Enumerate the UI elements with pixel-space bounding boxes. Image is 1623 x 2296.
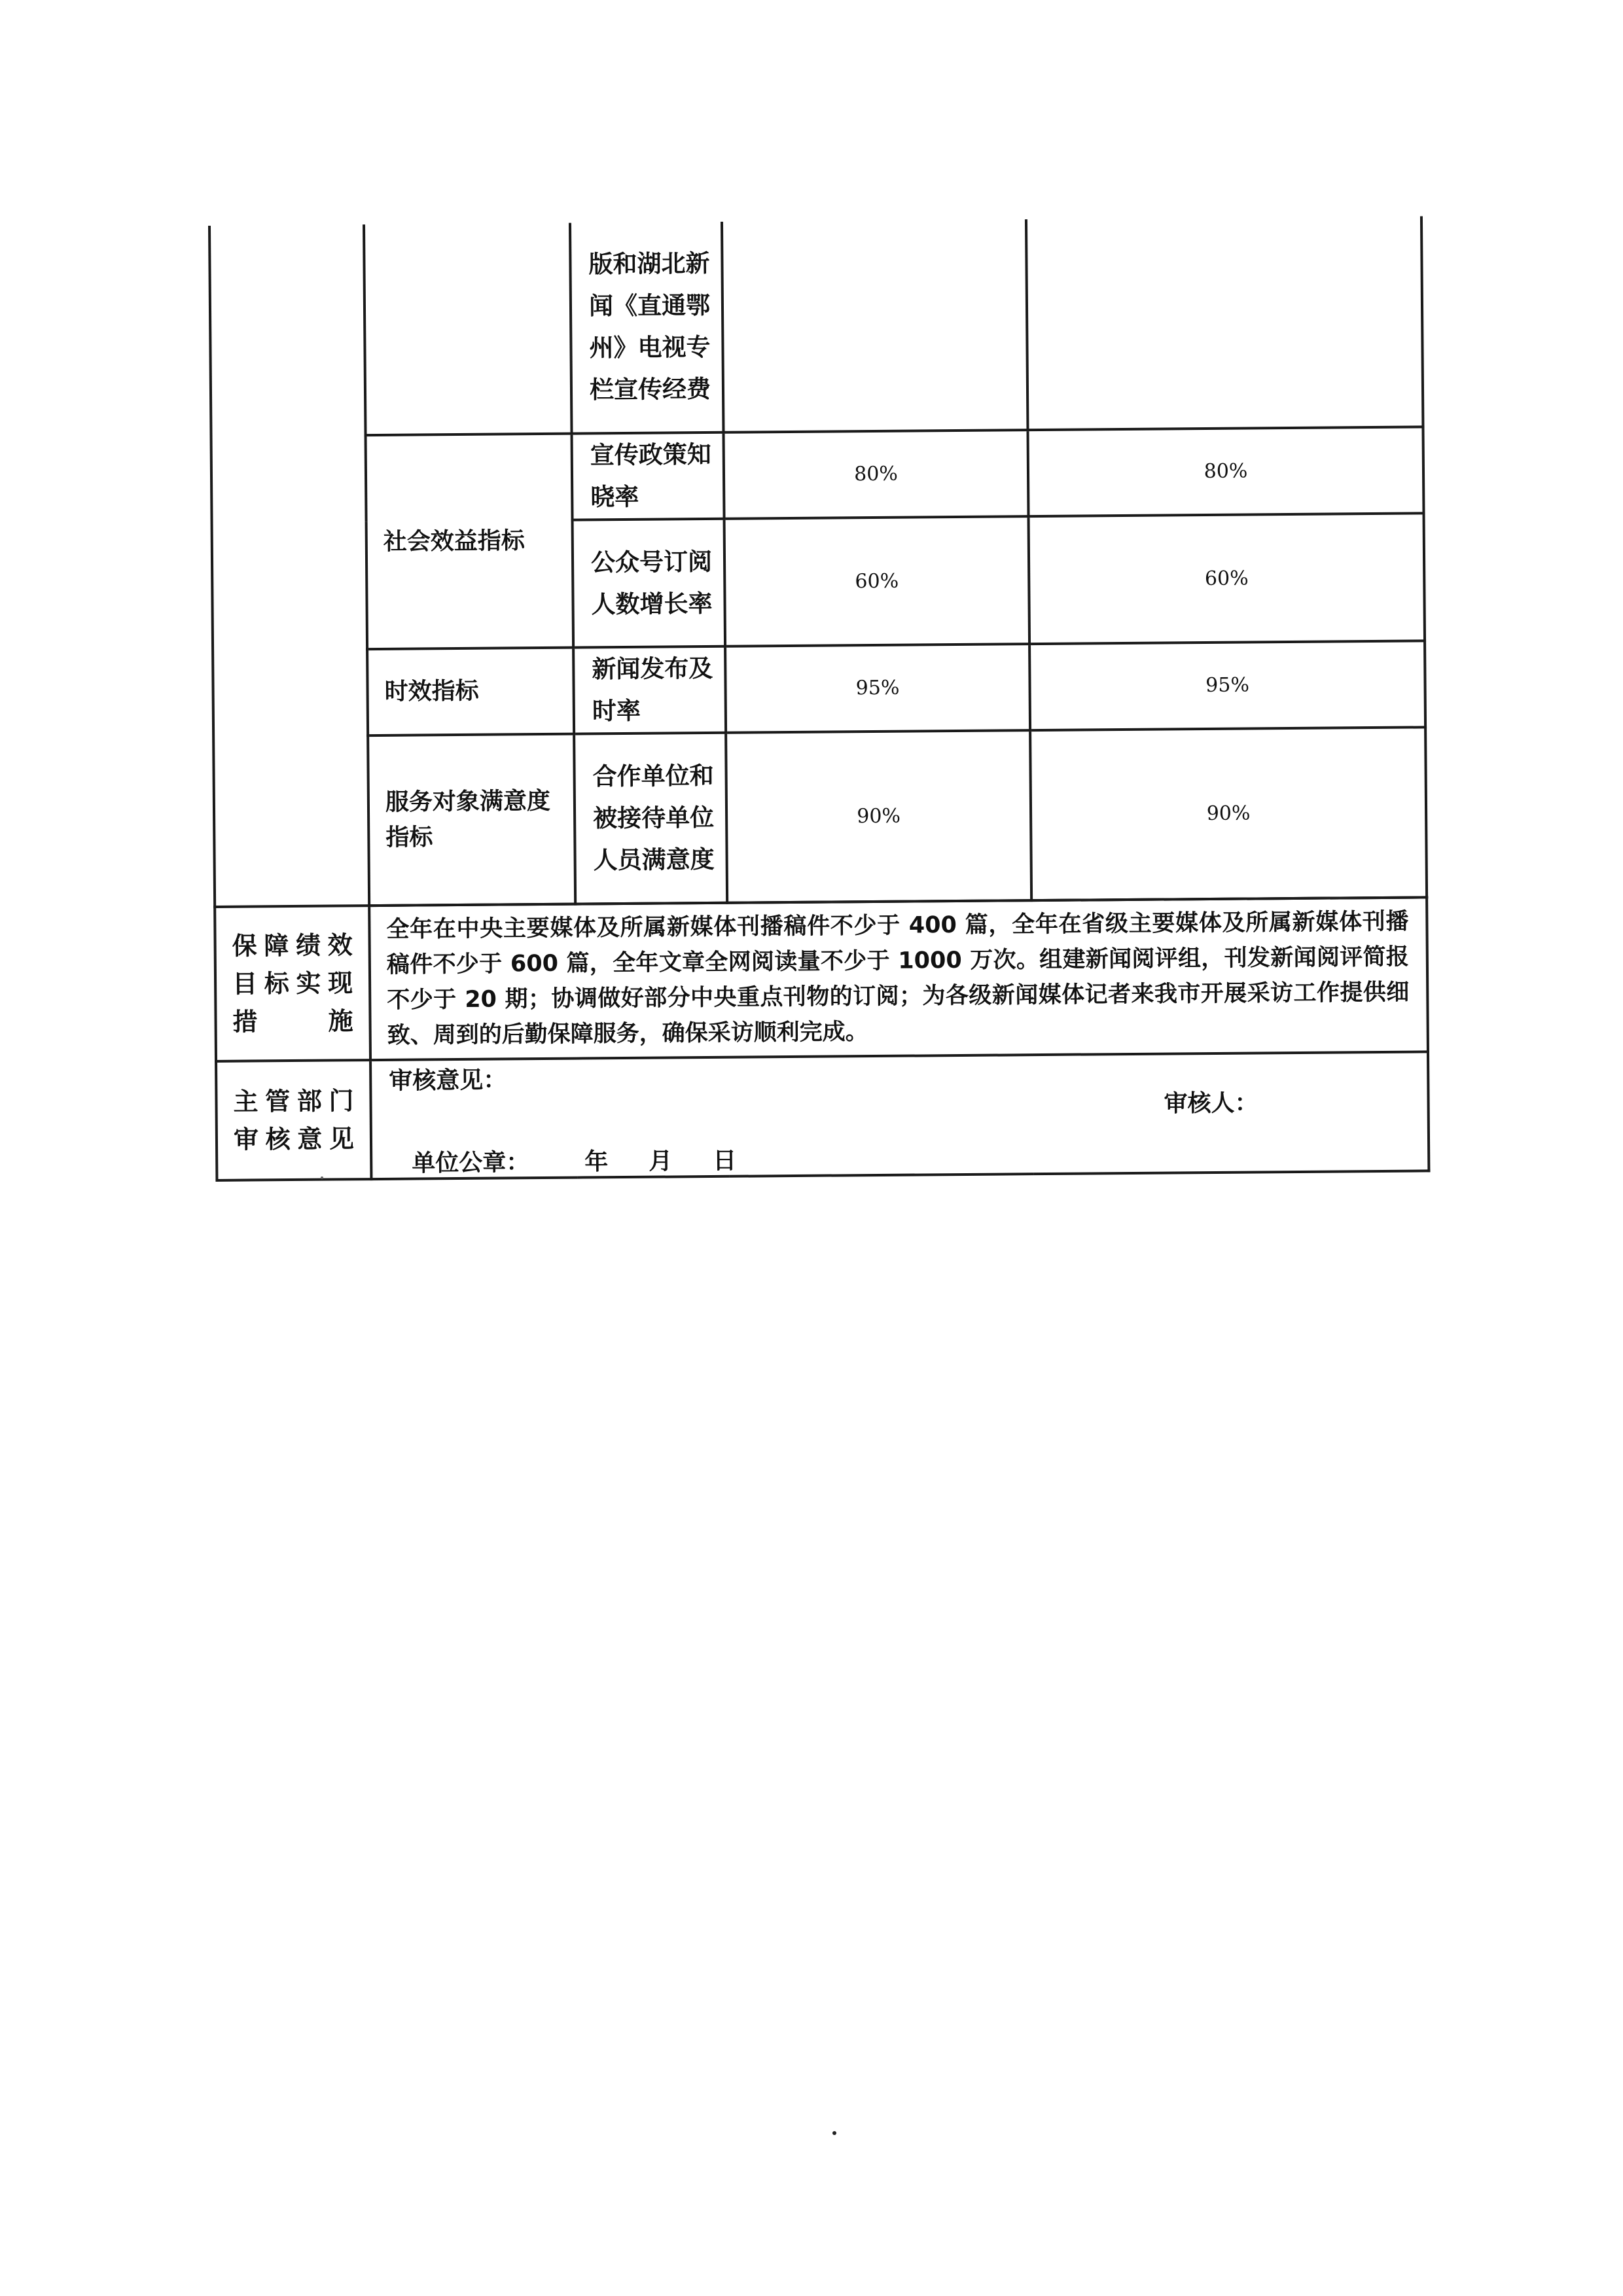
value-cell-2: 80% [1027,427,1423,516]
scan-speck [832,2131,836,2135]
metric-cell: 合作单位和被接待单位人员满意度 [574,733,727,904]
value-cell-1: 95% [725,644,1030,733]
value-cell-2: 95% [1029,641,1425,730]
value-cell-2 [1026,216,1423,430]
review-label: 主管部门审核意见 [216,1060,371,1180]
stamp-line [412,1144,736,1182]
value-cell-2: 90% [1030,727,1427,900]
table-row [213,727,1427,907]
table-row [213,641,1425,737]
year-label: 年 [584,1148,609,1176]
category-cell: 服务对象满意度指标 [368,734,575,906]
value-cell-1 [722,219,1028,433]
metric-cell: 新闻发布及时率 [573,646,726,734]
opinion-label: 审核意见： [389,1067,507,1095]
value-cell-2: 60% [1029,513,1425,644]
left-label-continuation [209,224,369,907]
scan-speck [321,1176,323,1179]
measures-label: 保障绩效目标实现措施 [215,906,370,1061]
table-row [215,897,1428,1061]
value-cell-1: 90% [726,730,1031,903]
review-cell [370,1051,1429,1179]
performance-table [208,216,1427,1177]
category-cell: 时效指标 [367,648,574,735]
category-cell: 社会效益指标 [366,434,574,649]
day-label: 日 [713,1147,737,1174]
category-continuation [364,223,572,435]
value-cell-1: 80% [724,430,1029,519]
metric-cell: 公众号订阅人数增长率 [573,519,726,648]
table-row [209,216,1423,436]
metric-cell: 版和湖北新闻《直通鄂州》电视专栏宣传经费 [570,222,724,434]
metric-cell: 宣传政策知晓率 [572,433,724,520]
value-cell-1: 60% [724,516,1030,646]
table-row [216,1051,1429,1180]
month-label: 月 [649,1148,673,1175]
stamp-label: 单位公章： [412,1149,530,1177]
table-row [211,427,1424,523]
measures-text: 全年在中央主要媒体及所属新媒体刊播稿件不少于 400 篇，全年在省级主要媒体及所属新媒体刊播稿件不少于 600 篇，全年文章全网阅读量不少于 1000 万次。组建新闻阅评组，刊发新闻阅评简报不少于 20 期；协调做好部分中央重点刊物的订阅；为各级新闻媒体记者来我市开展采访工作提供细致、周到的后勤保障服务，确保采访顺利完成。 [369,897,1428,1060]
reviewer-label: 审核人： [1164,1089,1258,1118]
